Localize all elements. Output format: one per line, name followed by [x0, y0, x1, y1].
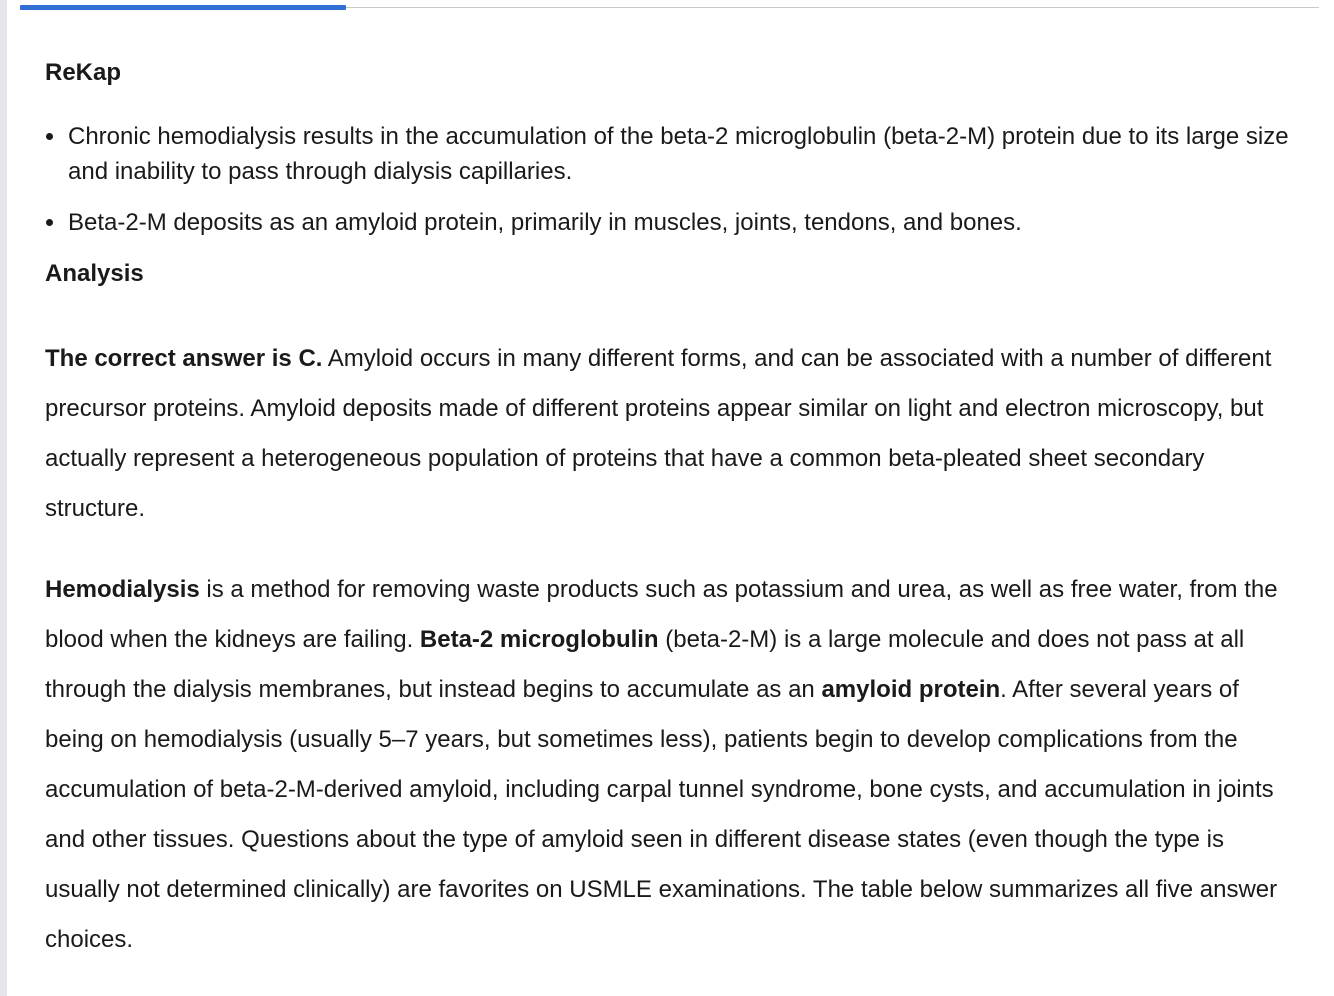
rekap-heading: ReKap — [45, 59, 122, 86]
explanation-panel — [45, 55, 1300, 965]
answer-explanation-text: Amyloid occurs in many different forms, and can be associated with a number of different precursor proteins. Amyloid deposits made of different proteins appear similar on light and electron microscopy, but actually represent a heterogeneous population of proteins that have a common beta-pleated sheet secondary structure. — [45, 345, 1272, 522]
rekap-bullet-list — [45, 119, 1300, 240]
term-beta2-microglobulin: Beta-2 microglobulin — [419, 626, 659, 653]
correct-answer-label: The correct answer is C. — [45, 345, 323, 372]
term-amyloid-protein: amyloid protein — [821, 676, 1001, 703]
window-left-edge — [0, 0, 7, 996]
rekap-bullet-item: Beta-2-M deposits as an amyloid protein, primarily in muscles, joints, tendons, and bones. — [68, 205, 1300, 240]
active-tab-indicator[interactable] — [20, 5, 346, 10]
term-hemodialysis: Hemodialysis — [45, 576, 200, 603]
rekap-bullet-item: Chronic hemodialysis results in the accumulation of the beta-2 microglobulin (beta-2-M) protein due to its large size and inability to pass through dialysis capillaries. — [68, 119, 1300, 189]
analysis-paragraph-answer — [45, 334, 1300, 534]
analysis-paragraph-hemodialysis — [45, 565, 1300, 965]
paragraph-text: . After several years of being on hemodialysis (usually 5–7 years, but sometimes less), patients begin to develop complications from the accumulation of beta-2-M-derived amyloid, including carpal tunnel syndrome, bone cysts, and accumulation in joints and other tissues. Questions about the type of amyloid seen in different disease states (even though the type is usually not determined clinically) are favorites on USMLE examinations. The table below summarizes all five answer choices. — [45, 676, 1278, 953]
analysis-heading: Analysis — [45, 260, 144, 287]
paragraph-text: (beta-2-M) is a large molecule and does not pass at all through the dialysis membranes, but instead begins to accumulate as an — [45, 626, 1245, 703]
paragraph-text: is a method for removing waste products such as potassium and urea, as well as free water, from the blood when the kidneys are failing. — [45, 576, 1278, 653]
